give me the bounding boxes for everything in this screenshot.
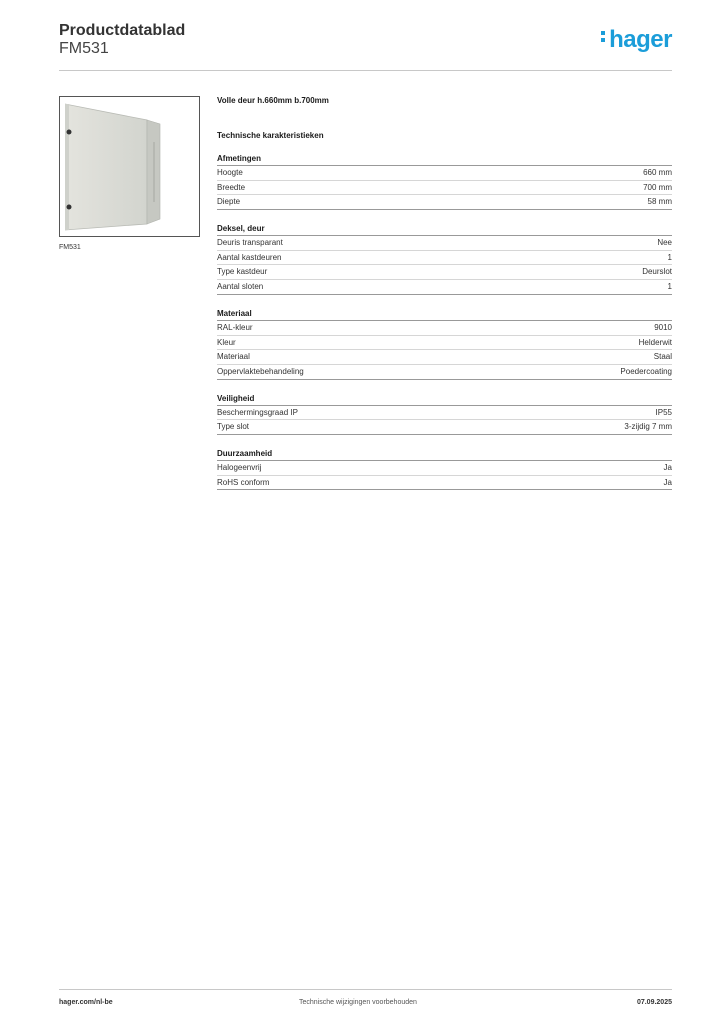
spec-row xyxy=(217,181,672,196)
spec-row xyxy=(217,166,672,181)
logo-text: hager xyxy=(609,26,672,53)
section-title: Afmetingen xyxy=(217,153,672,166)
spec-value: 700 mm xyxy=(643,182,672,192)
spec-label: Beschermingsgraad IP xyxy=(217,407,298,417)
spec-sections xyxy=(217,153,672,490)
spec-row xyxy=(217,365,672,380)
spec-row xyxy=(217,236,672,251)
spec-label: Halogeenvrij xyxy=(217,462,262,472)
spec-section xyxy=(217,448,672,490)
spec-row xyxy=(217,420,672,435)
spec-label: Type slot xyxy=(217,422,250,432)
section-title: Veiligheid xyxy=(217,393,672,406)
product-image xyxy=(59,96,200,237)
spec-section xyxy=(217,308,672,380)
footer-website: hager.com/nl-be xyxy=(59,999,113,1006)
image-caption: FM531 xyxy=(59,244,81,251)
spec-label: Deuris transparant xyxy=(217,238,283,248)
spec-row xyxy=(217,321,672,336)
spec-label: RAL-kleur xyxy=(217,322,253,332)
section-title: Materiaal xyxy=(217,308,672,321)
page-footer xyxy=(59,989,672,1014)
spec-value: 3-zijdig 7 mm xyxy=(624,422,672,432)
section-title: Deksel, deur xyxy=(217,223,672,236)
spec-content xyxy=(217,96,672,490)
spec-row xyxy=(217,476,672,491)
spec-row xyxy=(217,265,672,280)
spec-value: Ja xyxy=(663,462,672,472)
spec-value: Nee xyxy=(657,238,672,248)
spec-value: 1 xyxy=(667,282,672,292)
spec-label: Materiaal xyxy=(217,352,250,362)
product-code: FM531 xyxy=(59,40,109,57)
spec-value: Helderwit xyxy=(638,337,672,347)
spec-value: Poedercoating xyxy=(620,366,672,376)
spec-row xyxy=(217,350,672,365)
section-title: Duurzaamheid xyxy=(217,448,672,461)
spec-label: Type kastdeur xyxy=(217,267,268,277)
door-panel-icon xyxy=(65,102,195,232)
spec-section xyxy=(217,223,672,295)
footer-disclaimer: Technische wijzigingen voorbehouden xyxy=(299,999,417,1006)
spec-value: Ja xyxy=(663,477,672,487)
product-name: Volle deur h.660mm b.700mm xyxy=(217,96,329,105)
spec-section xyxy=(217,393,672,435)
spec-label: Hoogte xyxy=(217,168,243,177)
spec-label: Breedte xyxy=(217,182,246,192)
spec-row xyxy=(217,336,672,351)
spec-value: IP55 xyxy=(655,407,672,417)
logo-colon-icon xyxy=(601,28,606,45)
spec-value: 58 mm xyxy=(647,197,672,207)
page-header xyxy=(59,22,672,71)
spec-row xyxy=(217,406,672,421)
spec-value: 660 mm xyxy=(643,168,672,177)
spec-section xyxy=(217,153,672,210)
spec-value: 1 xyxy=(667,252,672,262)
page-title: Productdatablad xyxy=(59,22,186,39)
tech-heading: Technische karakteristieken xyxy=(217,131,324,140)
spec-label: Aantal kastdeuren xyxy=(217,252,282,262)
spec-value: Staal xyxy=(653,352,672,362)
spec-row xyxy=(217,280,672,295)
spec-row xyxy=(217,251,672,266)
spec-value: 9010 xyxy=(654,322,672,332)
hager-logo xyxy=(601,26,672,54)
spec-label: RoHS conform xyxy=(217,477,270,487)
spec-row xyxy=(217,195,672,210)
spec-label: Diepte xyxy=(217,197,241,207)
spec-row xyxy=(217,461,672,476)
spec-label: Kleur xyxy=(217,337,236,347)
spec-label: Aantal sloten xyxy=(217,282,264,292)
spec-label: Oppervlaktebehandeling xyxy=(217,366,304,376)
footer-date: 07.09.2025 xyxy=(636,999,672,1006)
spec-value: Deurslot xyxy=(642,267,672,277)
